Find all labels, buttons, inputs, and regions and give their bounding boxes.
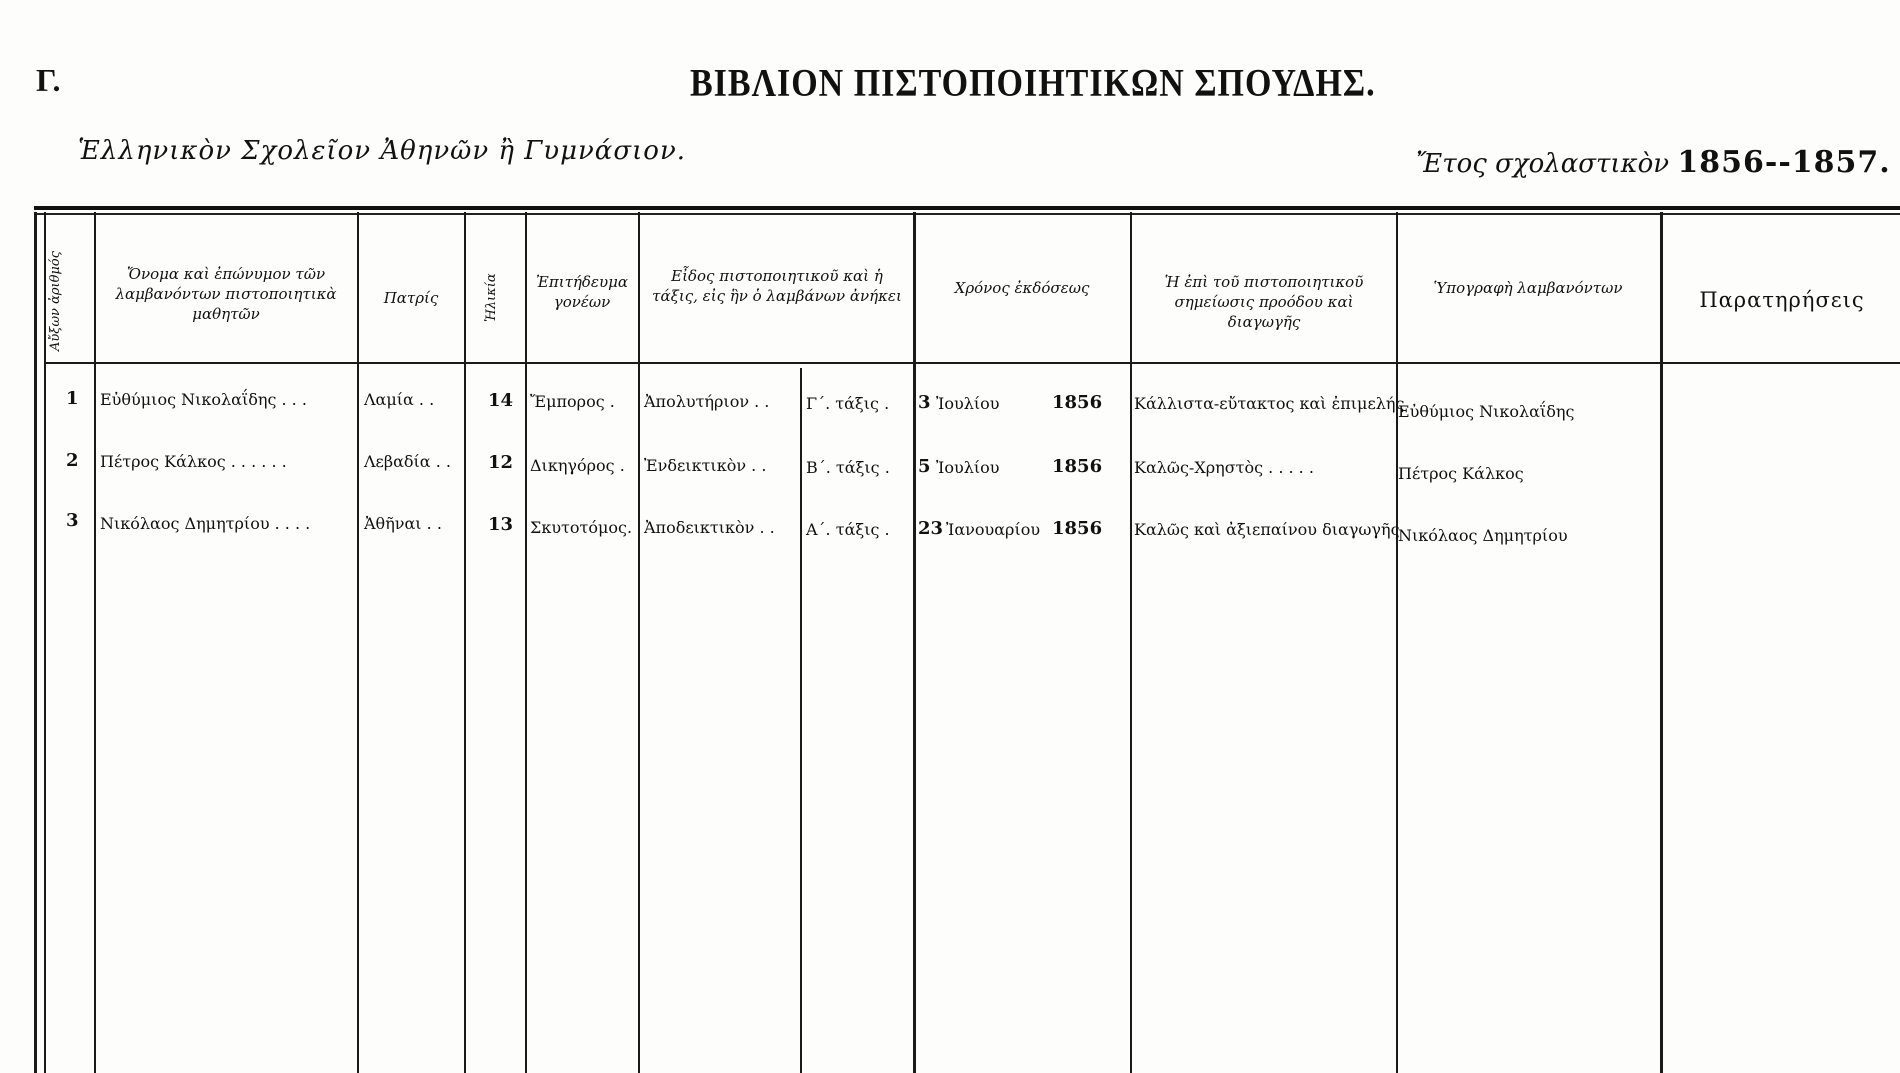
column-line <box>1660 212 1663 1073</box>
row-2-homeland: Λεβαδία . . <box>364 452 451 471</box>
row-1-month: Ἰουλίου <box>936 394 1000 413</box>
row-2-certificate: Ἐνδεικτικὸν . . <box>644 456 767 475</box>
column-line <box>913 212 916 1073</box>
row-3-signature: Νικόλαος Δημητρίου <box>1398 526 1568 545</box>
column-header-serial: Αὔξων ἀριθμός <box>48 251 63 351</box>
column-line <box>525 212 527 1073</box>
column-header-parent-occupation: Ἐπιτήδευμα γονέων <box>536 273 628 311</box>
row-3-certificate: Ἀποδεικτικὸν . . <box>644 518 775 537</box>
row-3-age: 13 <box>488 514 514 535</box>
column-header-certificate-type: Εἶδος πιστοποιητικοῦ καὶ ἡ τάξις, εἰς ἣν ὁ λαμβάνων ἀνήκει <box>652 267 902 305</box>
row-3-class: Α΄. τάξις . <box>806 520 890 539</box>
row-1-year: 1856 <box>1052 392 1103 413</box>
row-2-month: Ἰουλίου <box>936 458 1000 477</box>
row-3-parent-occupation: Σκυτοτόμος. <box>530 518 633 537</box>
table-top-rule-inner <box>34 213 1900 215</box>
column-line <box>34 212 37 1073</box>
row-2-name: Πέτρος Κάλκος . . . . . . <box>100 452 287 471</box>
row-1-day: 3 <box>918 392 931 413</box>
row-3-serial: 3 <box>66 510 79 531</box>
row-2-progress-note: Καλῶς-Χρηστὸς . . . . . <box>1134 458 1314 477</box>
column-header-issue-date: Χρόνος ἐκδόσεως <box>954 279 1090 297</box>
page-title: ΒΙΒΛΙΟΝ ΠΙΣΤΟΠΟΙΗΤΙΚΩΝ ΣΠΟΥΔΗΣ. <box>690 62 1376 105</box>
row-1-age: 14 <box>488 390 514 411</box>
row-2-year: 1856 <box>1052 456 1103 477</box>
column-line <box>1396 212 1398 1073</box>
row-1-name: Εὐθύμιος Νικολαΐδης . . . <box>100 390 307 409</box>
row-2-serial: 2 <box>66 450 79 471</box>
section-letter: Γ. <box>36 62 61 98</box>
row-3-year: 1856 <box>1052 518 1103 539</box>
row-1-certificate: Ἀπολυτήριον . . <box>644 392 770 411</box>
row-1-class: Γ΄. τάξις . <box>806 394 890 413</box>
row-3-homeland: Ἀθῆναι . . <box>364 514 442 533</box>
row-1-signature: Εὐθύμιος Νικολαΐδης <box>1398 402 1575 421</box>
row-3-day: 23 <box>918 518 944 539</box>
column-line <box>44 212 46 1073</box>
column-line <box>357 212 359 1073</box>
column-line <box>464 212 466 1073</box>
row-1-serial: 1 <box>66 388 79 409</box>
column-line <box>1130 212 1132 1073</box>
row-2-age: 12 <box>488 452 514 473</box>
column-header-signature: Ὑπογραφὴ λαμβανόντων <box>1433 279 1623 297</box>
row-3-name: Νικόλαος Δημητρίου . . . . <box>100 514 311 533</box>
row-1-progress-note: Κάλλιστα-εὔτακτος καὶ ἐπιμελής <box>1134 394 1405 413</box>
row-1-homeland: Λαμία . . <box>364 390 435 409</box>
school-year-value: 1856--1857. <box>1677 145 1891 180</box>
column-header-progress-note: Ἡ ἐπὶ τοῦ πιστοποιητικοῦ σημείωσις προόδου καὶ διαγωγῆς <box>1164 273 1364 331</box>
row-3-month: Ἰανουαρίου <box>946 520 1041 539</box>
table-top-rule <box>34 206 1900 210</box>
column-header-homeland: Πατρίς <box>383 289 439 307</box>
header-separator <box>44 362 1900 364</box>
row-2-signature: Πέτρος Κάλκος <box>1398 464 1524 483</box>
column-header-remarks: Παρατηρήσεις <box>1699 288 1865 312</box>
row-2-parent-occupation: Δικηγόρος . <box>530 456 625 475</box>
column-line <box>638 212 640 1073</box>
school-year <box>1416 145 1891 180</box>
row-1-parent-occupation: Ἔμπορος . <box>530 392 615 411</box>
column-line <box>800 368 802 1073</box>
school-year-label: Ἔτος σχολαστικὸν <box>1416 149 1670 179</box>
column-header-age: Ἡλικία <box>484 273 499 323</box>
column-line <box>94 212 96 1073</box>
row-2-class: Β΄. τάξις . <box>806 458 890 477</box>
row-3-progress-note: Καλῶς καὶ ἀξιεπαίνου διαγωγῆς <box>1134 520 1400 539</box>
row-2-day: 5 <box>918 456 931 477</box>
column-header-name: Ὄνομα καὶ ἐπώνυμον τῶν λαμβανόντων πιστοποιητικὰ μαθητῶν <box>115 265 337 323</box>
school-name: Ἑλληνικὸν Σχολεῖον Ἀθηνῶν ἢ Γυμνάσιον. <box>78 136 687 166</box>
